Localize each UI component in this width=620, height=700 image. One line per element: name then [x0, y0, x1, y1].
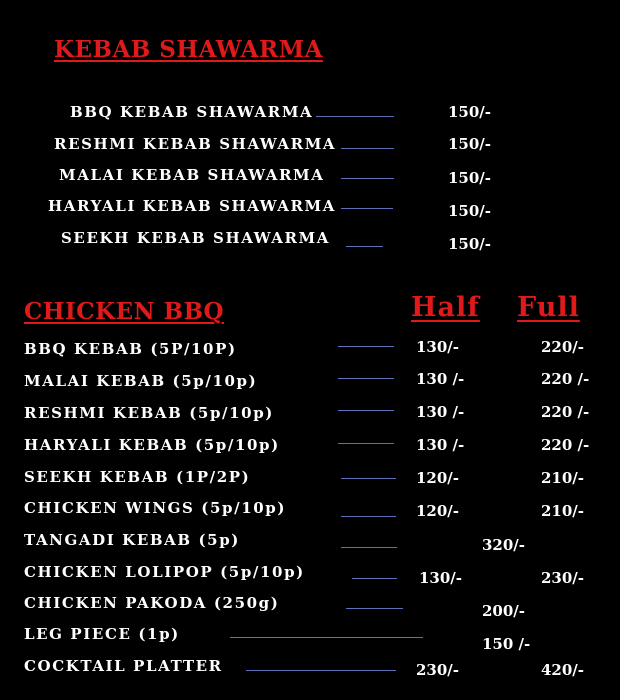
- menu-item-price: 150/-: [448, 235, 492, 253]
- leader-line: [341, 547, 397, 548]
- single-price: 150 /-: [482, 635, 531, 653]
- full-column-header: Full: [517, 292, 580, 323]
- leader-line: [338, 410, 394, 411]
- half-price: 120/-: [416, 502, 460, 520]
- full-price: 220 /-: [541, 436, 590, 454]
- menu-item-name: MALAI KEBAB SHAWARMA: [59, 166, 325, 184]
- menu-item-name: RESHMI KEBAB (5p/10p): [24, 404, 274, 422]
- menu-item-name: SEEKH KEBAB (1P/2P): [24, 468, 251, 486]
- leader-line: [316, 116, 394, 117]
- menu-item-name: BBQ KEBAB (5P/10P): [24, 340, 237, 358]
- full-price: 220 /-: [541, 370, 590, 388]
- menu-item-name: CHICKEN WINGS (5p/10p): [24, 499, 287, 517]
- leader-line: [341, 478, 396, 479]
- half-price: 120/-: [416, 469, 460, 487]
- leader-line: [352, 578, 397, 579]
- menu-item-name: BBQ KEBAB SHAWARMA: [70, 103, 314, 121]
- leader-line: [246, 670, 396, 671]
- leader-line: [341, 148, 394, 149]
- menu-item-price: 150/-: [448, 202, 492, 220]
- menu-item-name: HARYALI KEBAB (5p/10p): [24, 436, 280, 454]
- kebab-shawarma-title: KEBAB SHAWARMA: [54, 36, 323, 63]
- full-price: 210/-: [541, 469, 585, 487]
- menu-item-price: 150/-: [448, 169, 492, 187]
- menu-item-name: HARYALI KEBAB SHAWARMA: [48, 197, 337, 215]
- single-price: 200/-: [482, 602, 526, 620]
- leader-line: [341, 178, 394, 179]
- leader-line: [338, 443, 394, 444]
- menu-item-name: SEEKH KEBAB SHAWARMA: [61, 229, 330, 247]
- menu-item-name: CHICKEN LOLIPOP (5p/10p): [24, 563, 305, 581]
- menu-item-name: RESHMI KEBAB SHAWARMA: [54, 135, 337, 153]
- leader-line: [341, 208, 393, 209]
- full-price: 230/-: [541, 569, 585, 587]
- leader-line: [341, 516, 396, 517]
- half-price: 130/-: [416, 338, 460, 356]
- half-price: 230/-: [416, 661, 460, 679]
- menu-item-price: 150/-: [448, 103, 492, 121]
- leader-line: [230, 637, 423, 638]
- chicken-bbq-title: CHICKEN BBQ: [24, 298, 225, 325]
- menu-item-name: TANGADI KEBAB (5p): [24, 531, 240, 549]
- leader-line: [338, 378, 394, 379]
- menu-item-name: MALAI KEBAB (5p/10p): [24, 372, 258, 390]
- leader-line: [346, 608, 403, 609]
- half-price: 130 /-: [416, 403, 465, 421]
- full-price: 220 /-: [541, 403, 590, 421]
- menu-item-name: LEG PIECE (1p): [24, 625, 180, 643]
- half-column-header: Half: [411, 292, 480, 323]
- half-price: 130 /-: [416, 436, 465, 454]
- menu-item-price: 150/-: [448, 135, 492, 153]
- full-price: 210/-: [541, 502, 585, 520]
- half-price: 130/-: [419, 569, 463, 587]
- leader-line: [346, 246, 383, 247]
- leader-line: [338, 346, 394, 347]
- full-price: 420/-: [541, 661, 585, 679]
- single-price: 320/-: [482, 536, 526, 554]
- menu-item-name: COCKTAIL PLATTER: [24, 657, 223, 675]
- half-price: 130 /-: [416, 370, 465, 388]
- menu-item-name: CHICKEN PAKODA (250g): [24, 594, 280, 612]
- full-price: 220/-: [541, 338, 585, 356]
